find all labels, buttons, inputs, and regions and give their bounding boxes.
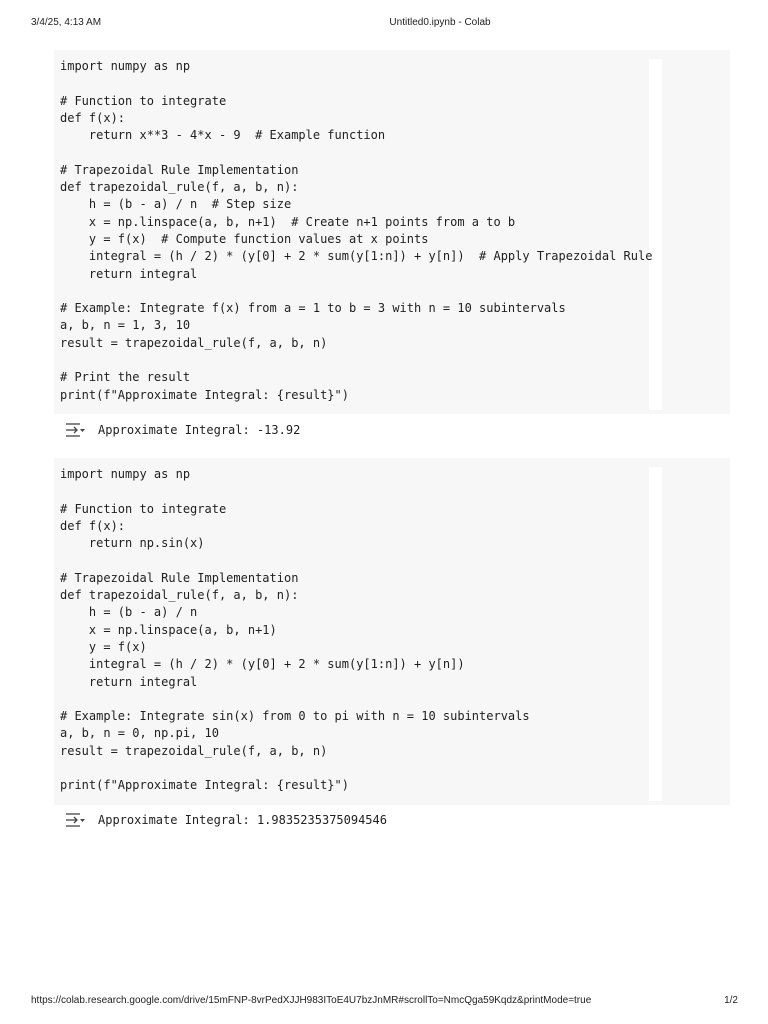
code-line [60, 552, 660, 569]
print-header [0, 17, 768, 31]
code-line: # Trapezoidal Rule Implementation [60, 570, 299, 585]
code-line: return x**3 - 4*x - 9 # Example function [60, 128, 386, 143]
code-editor[interactable] [60, 466, 660, 795]
code-line [60, 483, 660, 500]
code-line: x = np.linspace(a, b, n+1) # Create n+1 points from a to b [60, 214, 516, 229]
code-line: return integral [60, 266, 198, 281]
code-line [60, 352, 660, 369]
code-line: import numpy as np [60, 467, 191, 481]
code-line: a, b, n = 1, 3, 10 [60, 318, 191, 333]
code-line: integral = (h / 2) * (y[0] + 2 * sum(y[1:n]) + y[n]) # Apply Trapezoidal Rule [60, 249, 653, 264]
print-footer [0, 995, 768, 1009]
output-toggle-icon[interactable] [64, 811, 86, 829]
code-line [60, 144, 660, 161]
cell-output-1 [54, 418, 730, 444]
code-line: x = np.linspace(a, b, n+1) [60, 622, 277, 637]
print-datetime: 3/4/25, 4:13 AM [31, 17, 102, 28]
code-line: # Example: Integrate f(x) from a = 1 to b = 3 with n = 10 subintervals [60, 301, 566, 316]
output-toggle-icon[interactable] [64, 421, 86, 439]
code-line [60, 75, 660, 92]
code-line: y = f(x) [60, 639, 147, 654]
print-title: Untitled0.ipynb - Colab [389, 17, 491, 28]
code-line: def trapezoidal_rule(f, a, b, n): [60, 180, 299, 195]
output-text: Approximate Integral: 1.9835235375094546 [98, 813, 387, 827]
code-line: h = (b - a) / n [60, 605, 198, 620]
code-line: y = f(x) # Compute function values at x points [60, 231, 429, 246]
code-line: h = (b - a) / n # Step size [60, 197, 292, 212]
code-line: # Print the result [60, 370, 191, 385]
code-line: # Trapezoidal Rule Implementation [60, 162, 299, 177]
code-line: # Function to integrate [60, 501, 227, 516]
cell-output-2 [54, 808, 730, 834]
code-cell-1[interactable] [54, 50, 730, 414]
code-line: integral = (h / 2) * (y[0] + 2 * sum(y[1:n]) + y[n]) [60, 657, 465, 672]
code-line: return np.sin(x) [60, 536, 205, 551]
code-line: def trapezoidal_rule(f, a, b, n): [60, 588, 299, 603]
code-editor[interactable] [60, 58, 660, 404]
code-line: return integral [60, 674, 198, 689]
code-line: print(f"Approximate Integral: {result}") [60, 778, 349, 793]
print-url: https://colab.research.google.com/drive/15mFNP-8vrPedXJJH983IToE4U7bzJnMR#scrollTo=NmcQga59Kqdz&printMode=true [31, 995, 592, 1006]
code-line: def f(x): [60, 110, 126, 125]
code-line [60, 283, 660, 300]
code-line: result = trapezoidal_rule(f, a, b, n) [60, 743, 328, 758]
code-line [60, 760, 660, 777]
code-cell-2[interactable] [54, 458, 730, 805]
code-line: import numpy as np [60, 59, 191, 73]
page-number: 1/2 [724, 995, 738, 1006]
code-line: result = trapezoidal_rule(f, a, b, n) [60, 335, 328, 350]
code-line: a, b, n = 0, np.pi, 10 [60, 726, 219, 741]
output-text: Approximate Integral: -13.92 [98, 423, 301, 437]
code-line [60, 691, 660, 708]
code-line: # Function to integrate [60, 93, 227, 108]
code-line: print(f"Approximate Integral: {result}") [60, 387, 349, 402]
code-line: def f(x): [60, 518, 126, 533]
code-line: # Example: Integrate sin(x) from 0 to pi with n = 10 subintervals [60, 709, 530, 724]
